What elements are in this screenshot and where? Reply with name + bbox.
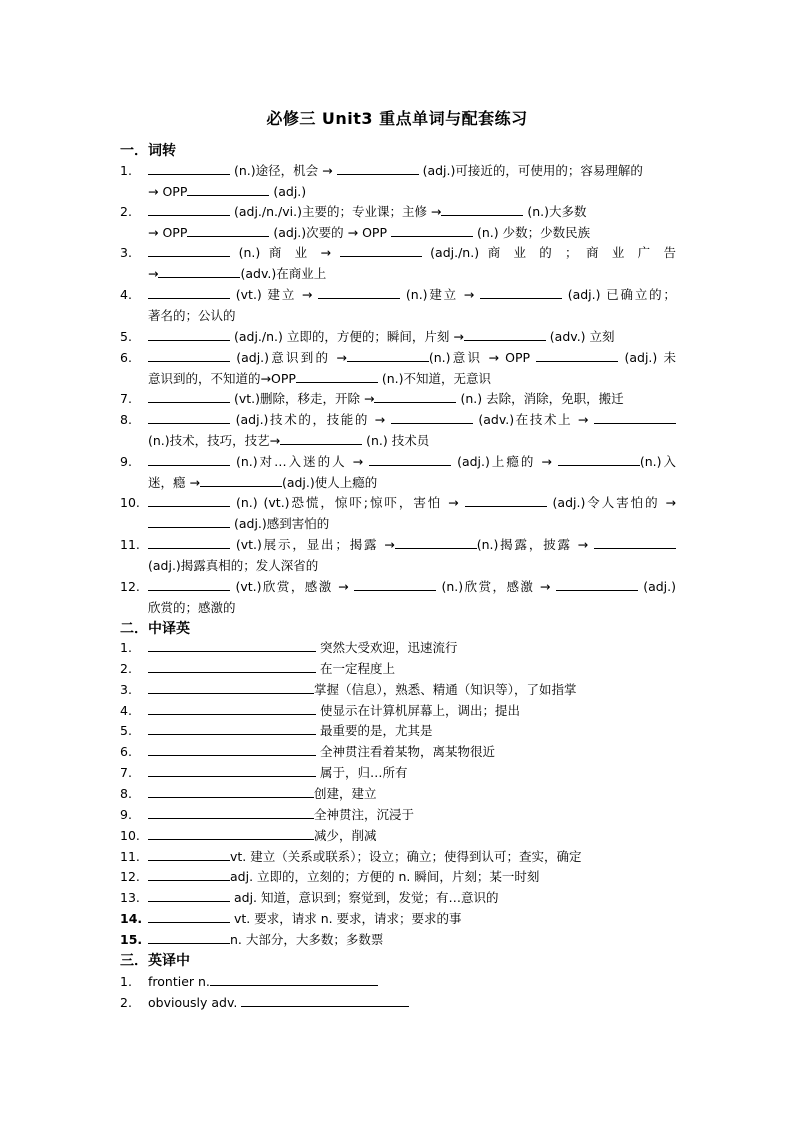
item-text: obviously adv. [148,995,242,1010]
item-text: (n.) (vt.)恐慌，惊吓;惊吓，害怕 → [235,495,459,510]
item-text: → OPP [148,184,188,199]
item-text: (n.)揭露，披露 → [476,537,589,552]
item-number: 3. [120,245,132,260]
answer-blank[interactable] [187,181,269,196]
item-text: (adj./n.) 商 业 的 ； 商 业 广 告 [430,245,676,260]
item-text: 迷，瘾 → [148,475,200,490]
list-item [120,576,676,618]
item-text: 减少，削减 [314,828,377,843]
item-text: (n.)大多数 [527,204,587,219]
answer-blank[interactable] [340,242,422,257]
item-text: 掌握（信息），熟悉、精通（知识等），了如指掌 [314,682,577,697]
answer-blank[interactable] [337,160,419,175]
item-text: adj. 立即的，立刻的；方便的 n. 瞬间，片刻；某一时刻 [230,869,540,884]
list-item [120,846,676,867]
item-text: (adj.) [273,184,307,199]
answer-blank[interactable] [391,409,473,424]
item-number: 5. [120,329,132,344]
list-item [120,700,676,721]
section-heading-3: 三．英译中 [120,953,190,969]
item-text: (adv.)在技术上 → [478,412,589,427]
list-item [120,804,676,825]
item-number: 3. [120,682,132,697]
answer-blank[interactable] [148,388,230,403]
answer-blank[interactable] [318,284,400,299]
list-item [120,887,676,908]
item-text: (adj.) 已确立的； [567,287,676,302]
answer-blank[interactable] [148,720,316,735]
item-text: 使显示在计算机屏幕上，调出；提出 [316,703,520,718]
answer-blank[interactable] [374,388,456,403]
item-text: (adj.)次要的 → OPP [273,225,387,240]
answer-blank[interactable] [148,201,230,216]
answer-blank[interactable] [148,637,316,652]
answer-blank[interactable] [148,534,230,549]
item-number: 2. [120,995,132,1010]
item-text: (n.) 少数；少数民族 [476,225,591,240]
answer-blank[interactable] [480,284,562,299]
item-number: 7. [120,765,132,780]
list-item [120,908,676,929]
page-title: 必修三 Unit3 重点单词与配套练习 [266,109,528,128]
item-text: vt. 建立（关系或联系）；设立；确立；使得到认可；查实，确定 [230,849,582,864]
item-number: 10. [120,828,140,843]
answer-blank[interactable] [148,242,230,257]
list-item [120,492,676,534]
item-text: (adj.) [643,579,676,594]
answer-blank[interactable] [148,576,230,591]
item-text: (vt.) 建立 → [235,287,313,302]
list-item [120,326,676,347]
item-text: (adj./n.) 立即的，方便的；瞬间，片刻 → [233,329,464,344]
item-text: 著名的；公认的 [148,308,236,323]
answer-blank[interactable] [148,929,230,944]
answer-blank[interactable] [148,284,230,299]
answer-blank[interactable] [187,222,269,237]
item-text: (adj.)可接近的，可使用的；容易理解的 [422,163,643,178]
answer-blank[interactable] [395,534,477,549]
item-text: → [148,266,159,281]
answer-blank[interactable] [464,326,546,341]
item-number: 1. [120,640,132,655]
item-text: n. 大部分，大多数；多数票 [230,932,384,947]
item-text: (n.)意识 → OPP [428,350,531,365]
answer-blank[interactable] [210,971,378,986]
item-text: (vt.)删除，移走，开除 → [233,391,375,406]
item-text: 突然大受欢迎，迅速流行 [316,640,458,655]
item-number: 8. [120,786,132,801]
item-text: (adj./n./vi.)主要的；专业课；主修 → [233,204,442,219]
answer-blank[interactable] [148,492,230,507]
item-number: 8. [120,412,132,427]
list-item [120,658,676,679]
item-number: 4. [120,703,132,718]
list-item [120,762,676,783]
item-text: 全神贯注，沉浸于 [314,807,415,822]
answer-blank[interactable] [296,368,378,383]
answer-blank[interactable] [369,451,451,466]
item-number: 6. [120,350,132,365]
answer-blank[interactable] [148,887,230,902]
item-text: (n.) 去除，消除，免职，搬迁 [460,391,624,406]
list-item [120,160,676,202]
item-text: vt. 要求，请求 n. 要求，请求；要求的事 [230,911,462,926]
list-item [120,284,676,326]
item-text: (adj.)令人害怕的 → [552,495,676,510]
item-text: 欣赏的；感激的 [148,600,236,615]
answer-blank[interactable] [148,451,230,466]
item-text: (n.)入 [639,454,676,469]
answer-blank[interactable] [148,326,230,341]
answer-blank[interactable] [441,201,523,216]
item-text: 属于，归…所有 [316,765,408,780]
item-number: 2. [120,661,132,676]
item-text: (adj.)意识到的 → [236,350,347,365]
item-text: adj. 知道，意识到；察觉到，发觉；有…意识的 [230,890,499,905]
answer-blank[interactable] [158,263,240,278]
answer-blank[interactable] [148,347,230,362]
list-item [120,347,676,389]
item-text: (n.)对…入迷的人 → [235,454,364,469]
answer-blank[interactable] [148,658,316,673]
item-text: (adj.) 未 [624,350,676,365]
list-item [120,929,676,950]
list-item [120,637,676,658]
item-text: → OPP [148,225,188,240]
answer-blank[interactable] [148,513,230,528]
list-item [120,825,676,846]
item-number: 1. [120,974,132,989]
item-text: 创建，建立 [314,786,377,801]
item-number: 12. [120,869,140,884]
list-item [120,201,676,243]
list-item [120,783,676,804]
list-item [120,534,676,576]
item-number: 7. [120,391,132,406]
item-number: 5. [120,723,132,738]
list-item [120,992,676,1013]
item-text: (adj.)使人上瘾的 [281,475,378,490]
item-number: 11. [120,849,140,864]
answer-blank[interactable] [556,576,638,591]
list-item [120,679,676,700]
item-text: 全神贯注看着某物，离某物很近 [316,744,495,759]
answer-blank[interactable] [465,492,547,507]
item-text: (vt.)展示，显出；揭露 → [235,537,395,552]
item-text: (adj.)揭露真相的；发人深省的 [148,558,319,573]
list-item [120,741,676,762]
list-item [120,409,676,451]
answer-blank[interactable] [200,472,282,487]
list-item [120,242,676,284]
item-text: (n.)欣赏，感激 → [441,579,551,594]
item-number: 11. [120,537,140,552]
list-item [120,866,676,887]
item-text: (n.)建立 → [405,287,475,302]
answer-blank[interactable] [594,534,676,549]
answer-blank[interactable] [148,160,230,175]
item-text: (adv.) 立刻 [549,329,615,344]
item-number: 6. [120,744,132,759]
item-number: 4. [120,287,132,302]
item-text: (n.)技术，技巧，技艺→ [148,433,281,448]
answer-blank[interactable] [558,451,640,466]
answer-blank[interactable] [347,347,429,362]
item-text: (n.) 商 业 → [238,245,331,260]
list-item [120,451,676,493]
list-item [120,720,676,741]
answer-blank[interactable] [148,679,314,694]
item-text: 在一定程度上 [316,661,395,676]
item-number: 2. [120,204,132,219]
item-number: 9. [120,807,132,822]
answer-blank[interactable] [148,825,314,840]
list-item [120,971,676,992]
answer-blank[interactable] [241,992,409,1007]
item-text: 最重要的是，尤其是 [316,723,433,738]
section-heading-1: 一．词转 [120,143,176,159]
list-item [120,388,676,409]
item-text: (adj.)上瘾的 → [457,454,552,469]
section-heading-2: 二．中译英 [120,621,190,637]
answer-blank[interactable] [354,576,436,591]
answer-blank[interactable] [148,762,316,777]
answer-blank[interactable] [280,430,362,445]
item-number: 14. [120,911,143,926]
item-text: (adv.)在商业上 [240,266,327,281]
answer-blank[interactable] [148,908,230,923]
answer-blank[interactable] [148,846,230,861]
answer-blank[interactable] [148,804,314,819]
item-text: (adj.)技术的，技能的 → [235,412,386,427]
answer-blank[interactable] [148,700,316,715]
answer-blank[interactable] [148,866,230,881]
item-text: 意识到的，不知道的→OPP [148,371,296,386]
item-number: 10. [120,495,140,510]
item-number: 15. [120,932,143,947]
item-text: (n.)途径，机会 → [233,163,333,178]
answer-blank[interactable] [594,409,676,424]
item-text: frontier n. [148,974,210,989]
answer-blank[interactable] [148,783,314,798]
item-number: 13. [120,890,140,905]
item-text: (adj.)感到害怕的 [233,516,330,531]
item-number: 1. [120,163,132,178]
item-text: (vt.)欣赏，感激 → [235,579,349,594]
item-text: (n.)不知道，无意识 [381,371,492,386]
item-number: 12. [120,579,140,594]
answer-blank[interactable] [536,347,618,362]
answer-blank[interactable] [148,409,230,424]
item-text: (n.) 技术员 [366,433,430,448]
answer-blank[interactable] [148,741,316,756]
answer-blank[interactable] [391,222,473,237]
item-number: 9. [120,454,132,469]
